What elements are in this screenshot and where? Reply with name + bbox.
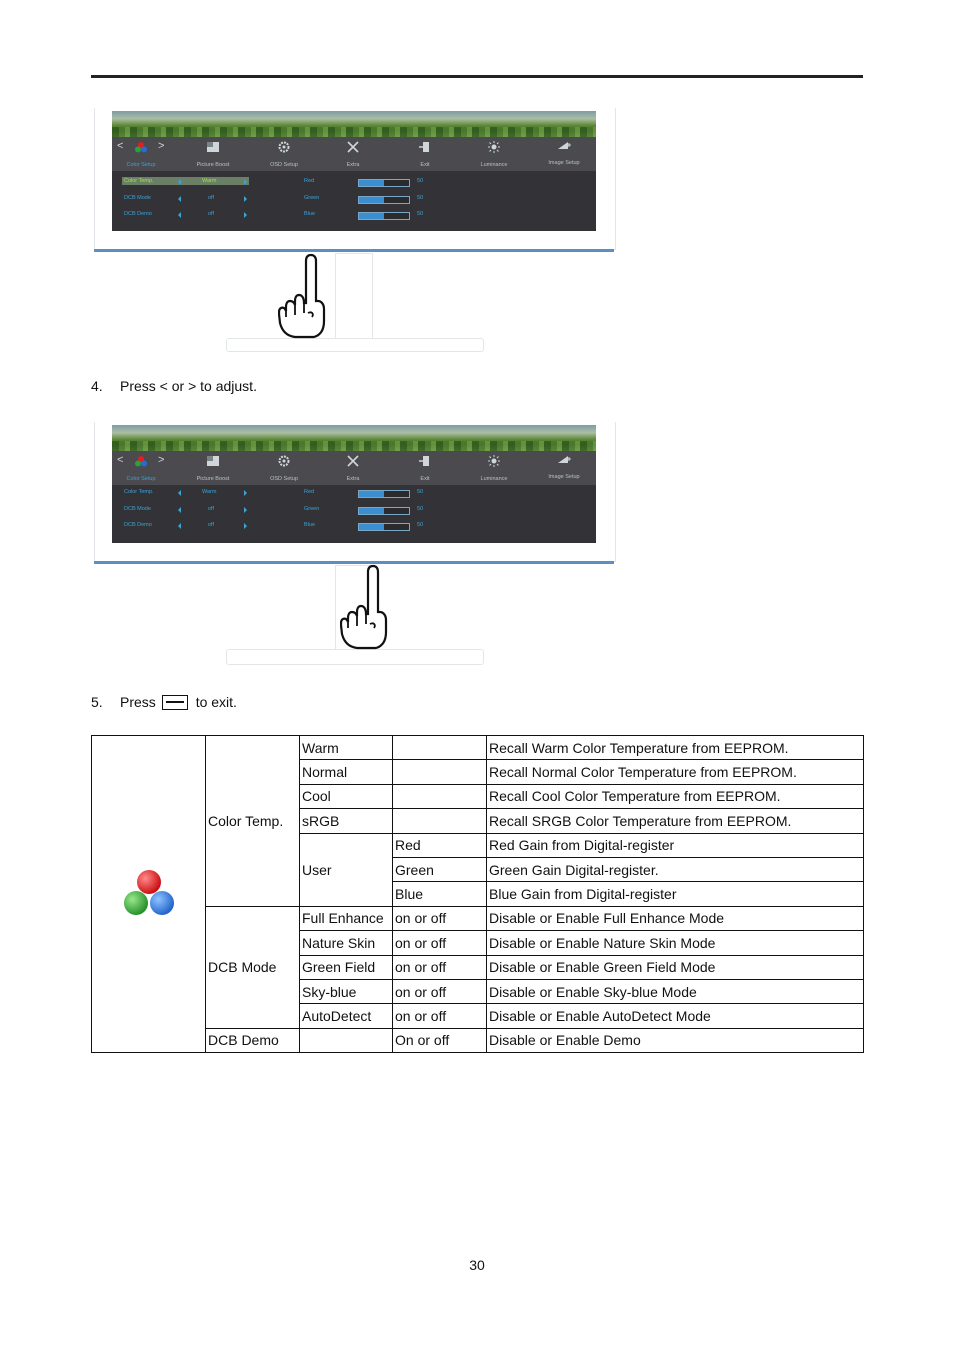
table-row [92,1028,864,1052]
tab-label: Exit [420,476,430,482]
tab-picture-boost[interactable] [179,451,247,485]
red-value: 50 [417,489,424,495]
luminance-icon [487,141,501,153]
sub-item: Warm [300,736,393,760]
sub-item: Green Field [300,955,393,979]
extra-icon [346,141,360,153]
row-label-color-temp[interactable]: Color Temp. [124,489,154,495]
osd-setup-icon [277,455,291,467]
table-row [92,906,864,930]
tab-color-setup[interactable] [112,137,175,171]
sub-item: Sky-blue [300,979,393,1003]
blue-level-bar[interactable] [358,523,410,531]
increase-arrow-icon[interactable] [244,490,247,496]
row-value-dcb-demo[interactable]: off [208,522,215,528]
tab-label: Image Setup [548,160,580,166]
tab-label: Luminance [480,476,508,482]
row-label-dcb-mode[interactable]: DCB Mode [124,195,151,201]
tab-label: OSD Setup [270,476,298,482]
decrease-arrow-icon[interactable] [178,212,181,218]
color-setup-icon [134,141,148,153]
sub-item: Cool [300,784,393,808]
sub-item: sRGB [300,809,393,833]
tab-color-setup[interactable] [112,451,175,485]
step-number: 5. [91,694,103,710]
red-level-bar[interactable] [358,179,410,187]
step-text: Press < or > to adjust. [120,378,257,394]
increase-arrow-icon[interactable] [244,179,247,185]
increase-arrow-icon[interactable] [244,523,247,529]
description: Recall Warm Color Temperature from EEPROM. [487,736,864,760]
row-value-dcb-mode[interactable]: off [208,195,215,201]
sub-item [300,1028,393,1052]
luminance-icon [487,455,501,467]
screen-background-image [112,111,596,137]
monitor-illustration-2 [90,422,616,672]
tab-label: Image Setup [548,474,580,480]
option: On or off [393,1028,487,1052]
tab-label: Color Setup [126,476,156,482]
tab-label: Luminance [480,162,508,168]
monitor-bottom-edge [94,249,614,252]
channel-label-red: Red [304,489,315,495]
tab-label: Picture Boost [196,162,230,168]
channel-label-blue: Blue [304,211,316,217]
option: on or off [393,955,487,979]
tab-label: Extra [346,162,360,168]
decrease-arrow-icon[interactable] [178,490,181,496]
description: Disable or Enable Full Enhance Mode [487,906,864,930]
color-setup-table [91,735,864,1053]
description: Disable or Enable AutoDetect Mode [487,1004,864,1028]
sub-item: Normal [300,760,393,784]
red-value: 50 [417,178,424,184]
monitor-illustration-1 [90,108,616,358]
blue-level-bar[interactable] [358,212,410,220]
tab-label: Extra [346,476,360,482]
tab-extra[interactable] [319,451,387,485]
channel-label-blue: Blue [304,522,316,528]
tab-osd-setup[interactable] [250,451,318,485]
option [393,809,487,833]
option: on or off [393,979,487,1003]
osd-tab-bar [112,451,596,485]
tab-exit[interactable] [391,451,459,485]
description: Recall SRGB Color Temperature from EEPROM. [487,809,864,833]
tab-exit[interactable] [391,137,459,171]
step-text: Press [120,694,156,710]
red-level-bar[interactable] [358,490,410,498]
group-color-temp: Color Temp. [206,736,300,907]
picture-boost-icon [206,455,220,467]
option: on or off [393,931,487,955]
sub-item-user: User [300,833,393,906]
green-level-bar[interactable] [358,507,410,515]
tab-picture-boost[interactable] [179,137,247,171]
description: Disable or Enable Sky-blue Mode [487,979,864,1003]
monitor-foot [226,338,484,352]
tab-extra[interactable] [319,137,387,171]
group-dcb-mode: DCB Mode [206,906,300,1028]
pointing-hand-icon [278,251,328,341]
image-setup-icon [557,453,571,465]
step-5 [91,694,237,710]
right-arrow-icon[interactable]: > [158,454,165,466]
option: Green [393,857,487,881]
description: Green Gain Digital-register. [487,857,864,881]
channel-label-green: Green [304,506,320,512]
increase-arrow-icon[interactable] [244,196,247,202]
tab-label: OSD Setup [270,162,298,168]
increase-arrow-icon[interactable] [244,507,247,513]
exit-icon [418,141,432,153]
green-value: 50 [417,506,424,512]
picture-boost-icon [206,141,220,153]
tab-label: Exit [420,162,430,168]
description: Disable or Enable Nature Skin Mode [487,931,864,955]
table-row [92,736,864,760]
osd-setup-icon [277,141,291,153]
pointing-hand-icon [340,562,390,652]
channel-label-green: Green [304,195,320,201]
sub-item: Nature Skin [300,931,393,955]
osd-settings-panel [112,171,596,231]
exit-button-icon [162,695,188,710]
tab-label: Picture Boost [196,476,230,482]
row-value-dcb-mode[interactable]: off [208,506,215,512]
tab-luminance[interactable] [460,451,528,485]
row-label-dcb-mode[interactable]: DCB Mode [124,506,151,512]
row-label-dcb-demo[interactable]: DCB Demo [124,522,152,528]
description: Recall Cool Color Temperature from EEPROM. [487,784,864,808]
description: Blue Gain from Digital-register [487,882,864,906]
row-label-color-temp[interactable]: Color Temp. [124,178,154,184]
sub-item: Full Enhance [300,906,393,930]
screen-background-image [112,425,596,451]
color-setup-icon [121,868,177,918]
tab-image-setup[interactable] [530,135,596,169]
tab-image-setup[interactable] [530,449,596,483]
osd-screen [112,425,596,543]
row-value-color-temp[interactable]: Warm [202,489,217,495]
description: Recall Normal Color Temperature from EEPROM. [487,760,864,784]
option [393,736,487,760]
decrease-arrow-icon[interactable] [178,523,181,529]
option: Red [393,833,487,857]
option: on or off [393,1004,487,1028]
osd-settings-panel [112,485,596,543]
decrease-arrow-icon[interactable] [178,507,181,513]
option: on or off [393,906,487,930]
blue-value: 50 [417,211,424,217]
green-value: 50 [417,195,424,201]
tab-luminance[interactable] [460,137,528,171]
description: Red Gain from Digital-register [487,833,864,857]
step-number: 4. [91,378,103,394]
description: Disable or Enable Demo [487,1028,864,1052]
step-text: to exit. [195,694,237,710]
row-label-dcb-demo[interactable]: DCB Demo [124,211,152,217]
page-number: 30 [469,1257,485,1273]
color-setup-icon [134,455,148,467]
increase-arrow-icon[interactable] [244,212,247,218]
row-value-dcb-demo[interactable]: off [208,211,215,217]
osd-screen [112,111,596,231]
right-arrow-icon[interactable]: > [158,140,165,152]
sub-item: AutoDetect [300,1004,393,1028]
left-arrow-icon[interactable]: < [117,454,124,466]
decrease-arrow-icon[interactable] [178,196,181,202]
extra-icon [346,455,360,467]
option [393,760,487,784]
osd-tab-bar [112,137,596,171]
decrease-arrow-icon[interactable] [178,179,181,185]
description: Disable or Enable Green Field Mode [487,955,864,979]
option [393,784,487,808]
tab-label: Color Setup [126,162,156,168]
exit-icon [418,455,432,467]
group-dcb-demo: DCB Demo [206,1028,300,1052]
header-rule [91,75,863,78]
tab-osd-setup[interactable] [250,137,318,171]
image-setup-icon [557,139,571,151]
monitor-stand [335,253,373,343]
row-value-color-temp[interactable]: Warm [202,178,217,184]
color-setup-icon-cell [92,736,206,1053]
option: Blue [393,882,487,906]
green-level-bar[interactable] [358,196,410,204]
left-arrow-icon[interactable]: < [117,140,124,152]
step-4 [91,378,257,394]
channel-label-red: Red [304,178,315,184]
blue-value: 50 [417,522,424,528]
